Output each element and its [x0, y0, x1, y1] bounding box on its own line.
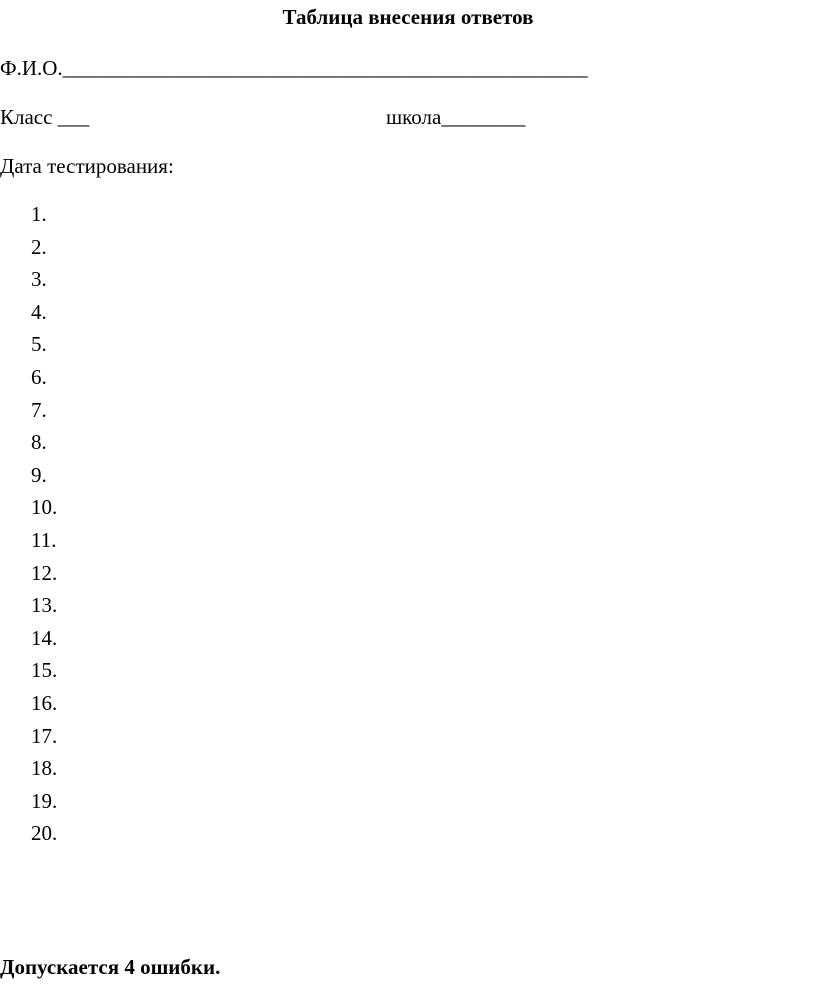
answer-item: 5.: [31, 332, 47, 357]
page-title: Таблица внесения ответов: [282, 5, 534, 29]
fio-field: Ф.И.О.__________________________________________________: [0, 56, 588, 80]
answer-item: 16.: [31, 690, 58, 715]
answer-item: 1.: [31, 202, 47, 226]
answer-item: 4.: [31, 299, 47, 324]
answer-item: 14.: [31, 625, 58, 650]
answer-item: 12.: [31, 560, 58, 585]
answer-list: [0, 201, 57, 853]
answer-item: 13.: [31, 593, 58, 618]
answer-item: 18.: [31, 756, 58, 781]
answer-item: 6.: [31, 364, 47, 389]
test-date-label: Дата тестирования:: [0, 154, 174, 178]
answer-item: 9.: [31, 462, 47, 487]
answer-item: 3.: [31, 267, 47, 292]
answer-item: 17.: [31, 723, 58, 748]
answer-item: 15.: [31, 658, 58, 683]
answer-item: 2.: [31, 234, 47, 259]
answer-item: 11.: [31, 527, 57, 552]
school-field: школа________: [386, 105, 526, 129]
answer-item: 7.: [31, 397, 47, 422]
answer-item: 10.: [31, 495, 58, 520]
error-allowance-note: Допускается 4 ошибки.: [0, 955, 221, 979]
answer-item: 8.: [31, 430, 47, 455]
answer-item: 20.: [31, 821, 58, 846]
answer-item: 19.: [31, 788, 58, 813]
class-field: Класс ___: [0, 105, 90, 129]
